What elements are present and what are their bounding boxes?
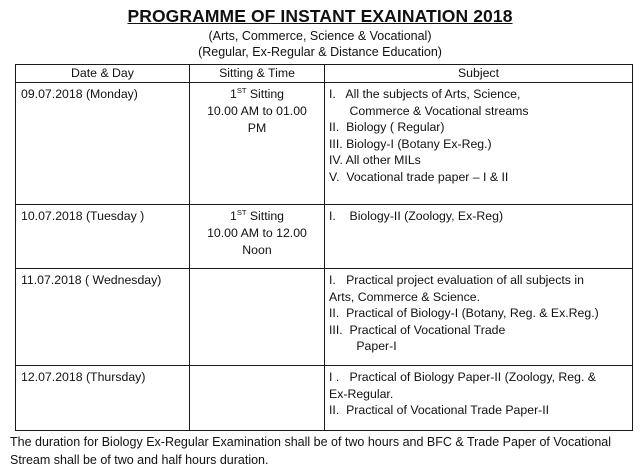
education-subtitle: (Regular, Ex-Regular & Distance Education) xyxy=(198,45,442,59)
row-date: 12.07.2018 (Thursday) xyxy=(16,366,190,431)
sitting-label xyxy=(193,208,321,225)
subject-item: II. Biology ( Regular) xyxy=(329,120,445,134)
row-subjects xyxy=(325,83,633,205)
row-date: 10.07.2018 (Tuesday ) xyxy=(16,205,190,269)
header-sitting-time: Sitting & Time xyxy=(190,65,325,83)
row-subjects xyxy=(325,205,633,269)
row-subjects xyxy=(325,366,633,431)
subject-item: I. Practical project evaluation of all subjects in xyxy=(329,273,584,287)
subject-item: II. Practical of Vocational Trade Paper-II xyxy=(329,403,550,417)
subject-item: V. Vocational trade paper – I & II xyxy=(329,169,509,184)
duration-note: The duration for Biology Ex-Regular Examination shall be of two hours and BFC & Trade Paper of Vocational Stream shall be of two and half hours duration. xyxy=(10,435,612,467)
sitting-ordinal: ST xyxy=(236,208,247,217)
subject-list xyxy=(329,369,628,419)
subject-list xyxy=(329,86,628,185)
row-sitting-time xyxy=(190,83,325,205)
sitting-word: Sitting xyxy=(246,209,285,223)
table-header-row xyxy=(16,65,633,83)
row-sitting-time xyxy=(190,269,325,366)
sitting-number: 1 xyxy=(229,87,237,101)
sitting-label xyxy=(193,86,321,103)
time-line-2: Noon xyxy=(242,243,272,257)
subject-item: Ex-Regular. xyxy=(329,386,394,401)
subject-item: II. Practical of Biology-I (Botany, Reg. & Ex.Reg.) xyxy=(329,306,599,320)
subject-item: III. Practical of Vocational Trade xyxy=(329,322,506,337)
time-line-1: 10.00 AM to 01.00 xyxy=(207,104,307,118)
subject-item: III. Biology-I (Botany Ex-Reg.) xyxy=(329,136,492,151)
table-row xyxy=(16,83,633,205)
table-row xyxy=(16,205,633,269)
row-subjects xyxy=(325,269,633,366)
sitting-ordinal: ST xyxy=(236,86,247,95)
sitting-number: 1 xyxy=(229,209,237,223)
subject-item: I . Practical of Biology Paper-II (Zoology, Reg. & xyxy=(329,370,597,384)
row-date: 09.07.2018 (Monday) xyxy=(16,83,190,205)
subject-item: IV. All other MILs xyxy=(329,153,421,167)
subject-item: Arts, Commerce & Science. xyxy=(329,289,481,304)
header-date-day: Date & Day xyxy=(16,65,190,83)
row-sitting-time xyxy=(190,366,325,431)
time-line-1: 10.00 AM to 12.00 xyxy=(207,226,307,240)
row-sitting-time xyxy=(190,205,325,269)
subject-item: Commerce & Vocational streams xyxy=(329,103,529,118)
header-subject: Subject xyxy=(325,65,633,83)
subject-item: I. Biology-II (Zoology, Ex-Reg) xyxy=(329,209,504,223)
sitting-word: Sitting xyxy=(246,87,285,101)
table-row xyxy=(16,366,633,431)
row-date: 11.07.2018 ( Wednesday) xyxy=(16,269,190,366)
table-row xyxy=(16,269,633,366)
time-line-2: PM xyxy=(247,121,267,135)
exam-schedule-table xyxy=(15,64,633,431)
subject-list xyxy=(329,272,628,355)
subject-item: Paper-I xyxy=(329,339,397,353)
subject-item: I. All the subjects of Arts, Science, xyxy=(329,87,521,101)
document-title: PROGRAMME OF INSTANT EXAINATION 2018 xyxy=(127,6,513,26)
streams-subtitle: (Arts, Commerce, Science & Vocational) xyxy=(208,29,432,43)
subject-list xyxy=(329,208,628,225)
